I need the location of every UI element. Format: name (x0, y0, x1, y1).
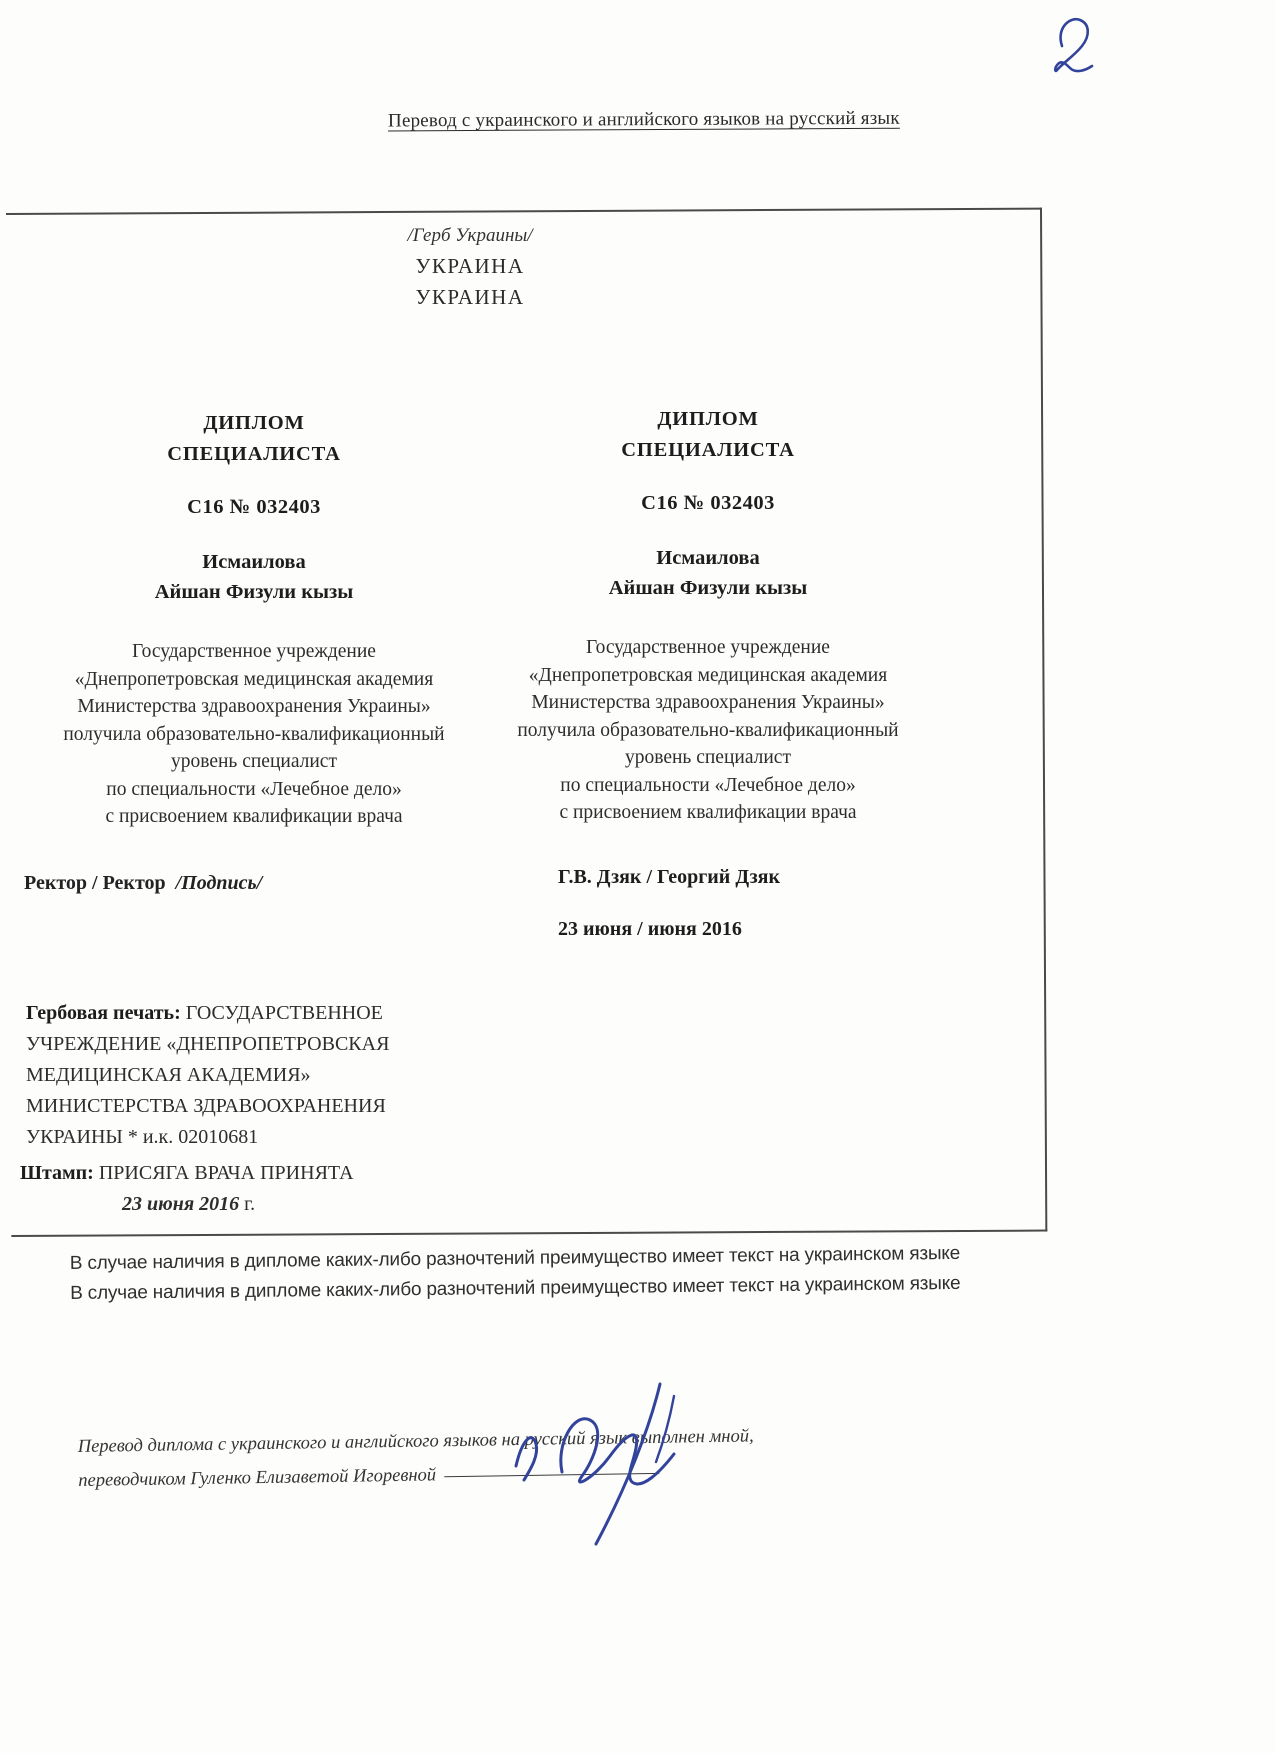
seal-line: УЧРЕЖДЕНИЕ «ДНЕПРОПЕТРОВСКАЯ (26, 1033, 390, 1055)
diploma-holder-name (28, 547, 480, 607)
handwritten-2-icon (1046, 12, 1098, 78)
stamp-date-suffix: г. (244, 1193, 256, 1215)
body-line: «Днепропетровская медицинская академия (528, 664, 888, 686)
coat-of-arms-note: /Герб Украины/ (407, 225, 533, 246)
diploma-column-left (28, 408, 480, 831)
body-line: с присвоением квалификации врача (559, 802, 857, 823)
seal-description (26, 998, 486, 1153)
body-line: «Днепропетровская медицинская академия (74, 668, 434, 690)
translation-direction-header: Перевод с украинского и английского языков на русский язык (387, 107, 900, 132)
diploma-serial-number: С16 № 032403 (187, 496, 321, 518)
diploma-title-line2: СПЕЦИАЛИСТА (167, 443, 341, 465)
diploma-title-line1: ДИПЛОМ (203, 412, 305, 434)
body-line: по специальности «Лечебное дело» (560, 774, 856, 796)
body-line: получила образовательно-квалификационный (63, 723, 445, 745)
signature-placeholder-note: /Подпись/ (175, 872, 263, 894)
diploma-body-text (28, 638, 480, 831)
holder-given-names: Айшан Физули кызы (154, 581, 354, 603)
seal-line: МЕДИЦИНСКАЯ АКАДЕМИЯ» (26, 1064, 311, 1086)
handwritten-page-number (1046, 12, 1098, 83)
body-line: получила образовательно-квалификационный (517, 719, 899, 741)
stamp-date: 23 июня 2016 (122, 1193, 240, 1215)
body-line: с присвоением квалификации врача (105, 806, 403, 827)
body-line: Государственное учреждение (586, 637, 830, 658)
diploma-title (482, 404, 934, 466)
holder-surname: Исмаилова (656, 547, 760, 569)
rector-title: Ректор / Ректор (24, 872, 166, 894)
seal-line: УКРАИНЫ * и.к. 02010681 (26, 1126, 259, 1148)
disclaimer-line-2: В случае наличия в дипломе каких-либо разночтений преимущество имеет текст на украинском языке (70, 1272, 961, 1305)
body-line: уровень специалист (171, 751, 337, 772)
disclaimer-block (70, 1237, 1131, 1309)
body-line: Министерства здравоохранения Украины» (531, 692, 885, 713)
stamp-label: Штамп: (20, 1162, 94, 1184)
translator-signature (478, 1374, 778, 1559)
diploma-title-line1: ДИПЛОМ (657, 408, 759, 430)
body-line: уровень специалист (625, 747, 791, 768)
country-name-line1: УКРАИНА (415, 254, 525, 278)
stamp-description (20, 1158, 500, 1220)
country-name-line2: УКРАИНА (415, 285, 525, 309)
holder-given-names: Айшан Физули кызы (608, 577, 808, 599)
stamp-date-row (20, 1189, 500, 1220)
seal-line: МИНИСТЕРСТВА ЗДРАВООХРАНЕНИЯ (26, 1095, 386, 1117)
diploma-serial-number: С16 № 032403 (641, 492, 775, 514)
seal-line (26, 998, 486, 1029)
body-line: Государственное учреждение (132, 641, 376, 662)
body-line: по специальности «Лечебное дело» (106, 778, 402, 800)
document-heading (0, 220, 940, 313)
seal-text: ГОСУДАРСТВЕННОЕ (185, 1002, 383, 1024)
stamp-text: ПРИСЯГА ВРАЧА ПРИНЯТА (98, 1162, 354, 1184)
diploma-title (28, 408, 480, 470)
diploma-title-line2: СПЕЦИАЛИСТА (621, 439, 795, 461)
translator-note-line1: Перевод диплома с украинского и английского языков на русский язык выполнен мной, (77, 1426, 754, 1457)
diploma-column-right (482, 404, 934, 827)
diploma-holder-name (482, 543, 934, 603)
rector-name: Г.В. Дзяк / Георгий Дзяк (558, 866, 780, 888)
body-line: Министерства здравоохранения Украины» (77, 696, 431, 717)
disclaimer-line-1: В случае наличия в дипломе каких-либо разночтений преимущество имеет текст на украинском языке (69, 1242, 961, 1275)
stamp-line (20, 1158, 500, 1189)
holder-surname: Исмаилова (202, 551, 306, 573)
rector-signature-line (24, 872, 494, 895)
signature-icon (478, 1374, 778, 1554)
diploma-body-text (482, 634, 934, 827)
diploma-date: 23 июня / июня 2016 (558, 918, 742, 940)
translator-name-text: переводчиком Гуленко Елизаветой Игоревной (78, 1465, 437, 1491)
seal-label: Гербовая печать: (26, 1002, 181, 1024)
